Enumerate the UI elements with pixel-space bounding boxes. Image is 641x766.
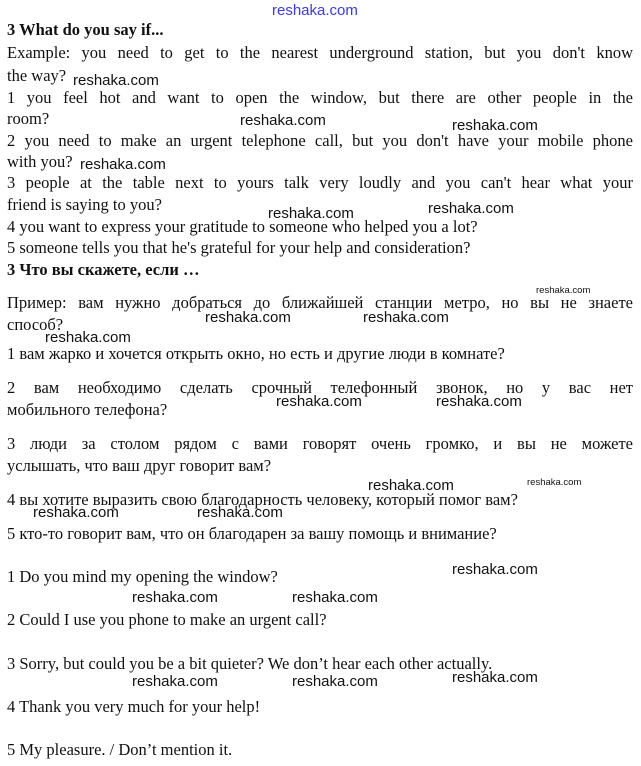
russian-situation-line: мобильного телефона?: [7, 400, 168, 419]
russian-situation-line: 3 люди за столом рядом с вами говорят очень громко, и вы не можете: [7, 434, 633, 453]
watermark: reshaka.com: [45, 329, 131, 346]
watermark: reshaka.com: [268, 205, 354, 222]
situation-line: 3 people at the table next to yours talk very loudly and you can't hear what your: [7, 173, 633, 192]
watermark: reshaka.com: [527, 477, 582, 488]
watermark: reshaka.com: [292, 673, 378, 690]
situation-line: 2 you need to make an urgent telephone call, but you don't have your mobile phone: [7, 131, 633, 150]
watermark: reshaka.com: [452, 669, 538, 686]
situation-line: 4 you want to express your gratitude to someone who helped you a lot?: [7, 217, 478, 236]
watermark: reshaka.com: [276, 393, 362, 410]
example-line: the way?: [7, 66, 67, 85]
watermark: reshaka.com: [452, 561, 538, 578]
watermark: reshaka.com: [80, 156, 166, 173]
watermark: reshaka.com: [292, 589, 378, 606]
watermark: reshaka.com: [240, 112, 326, 129]
watermark: reshaka.com: [368, 477, 454, 494]
situation-line: 1 you feel hot and want to open the window, but there are other people in the: [7, 88, 633, 107]
watermark: reshaka.com: [197, 504, 283, 521]
watermark: reshaka.com: [452, 117, 538, 134]
answer-line: 1 Do you mind my opening the window?: [7, 567, 278, 586]
russian-heading: 3 Что вы скажете, если …: [7, 260, 200, 279]
watermark: reshaka.com: [272, 2, 358, 19]
russian-situation-line: услышать, что ваш друг говорит вам?: [7, 456, 272, 475]
example-line: Example: you need to get to the nearest underground station, but you don't know: [7, 43, 633, 62]
answer-line: 3 Sorry, but could you be a bit quieter? We don’t hear each other actually.: [7, 654, 493, 673]
russian-situation-line: 4 вы хотите выразить свою благодарность человеку, который помог вам?: [7, 490, 518, 509]
russian-situation-line: 1 вам жарко и хочется открыть окно, но есть и другие люди в комнате?: [7, 344, 505, 363]
watermark: reshaka.com: [132, 673, 218, 690]
russian-example-line: способ?: [7, 315, 64, 334]
russian-example-line: Пример: вам нужно добраться до ближайшей станции метро, но вы не знаете: [7, 293, 633, 312]
answer-line: 4 Thank you very much for your help!: [7, 697, 261, 716]
watermark: reshaka.com: [132, 589, 218, 606]
russian-situation-line: 2 вам необходимо сделать срочный телефонный звонок, но у вас нет: [7, 378, 633, 397]
watermark: reshaka.com: [205, 309, 291, 326]
answer-line: 5 My pleasure. / Don’t mention it.: [7, 740, 233, 759]
watermark: reshaka.com: [428, 200, 514, 217]
situation-line: with you?: [7, 152, 73, 171]
answer-line: 2 Could I use you phone to make an urgent call?: [7, 610, 327, 629]
watermark: reshaka.com: [363, 309, 449, 326]
watermark: reshaka.com: [436, 393, 522, 410]
situation-line: 5 someone tells you that he's grateful for your help and consideration?: [7, 238, 471, 257]
russian-situation-line: 5 кто-то говорит вам, что он благодарен за вашу помощь и внимание?: [7, 524, 497, 543]
situation-line: room?: [7, 109, 50, 128]
watermark: reshaka.com: [33, 504, 119, 521]
watermark: reshaka.com: [536, 285, 591, 296]
watermark: reshaka.com: [73, 72, 159, 89]
situation-line: friend is saying to you?: [7, 195, 162, 214]
english-heading: 3 What do you say if...: [7, 20, 164, 39]
